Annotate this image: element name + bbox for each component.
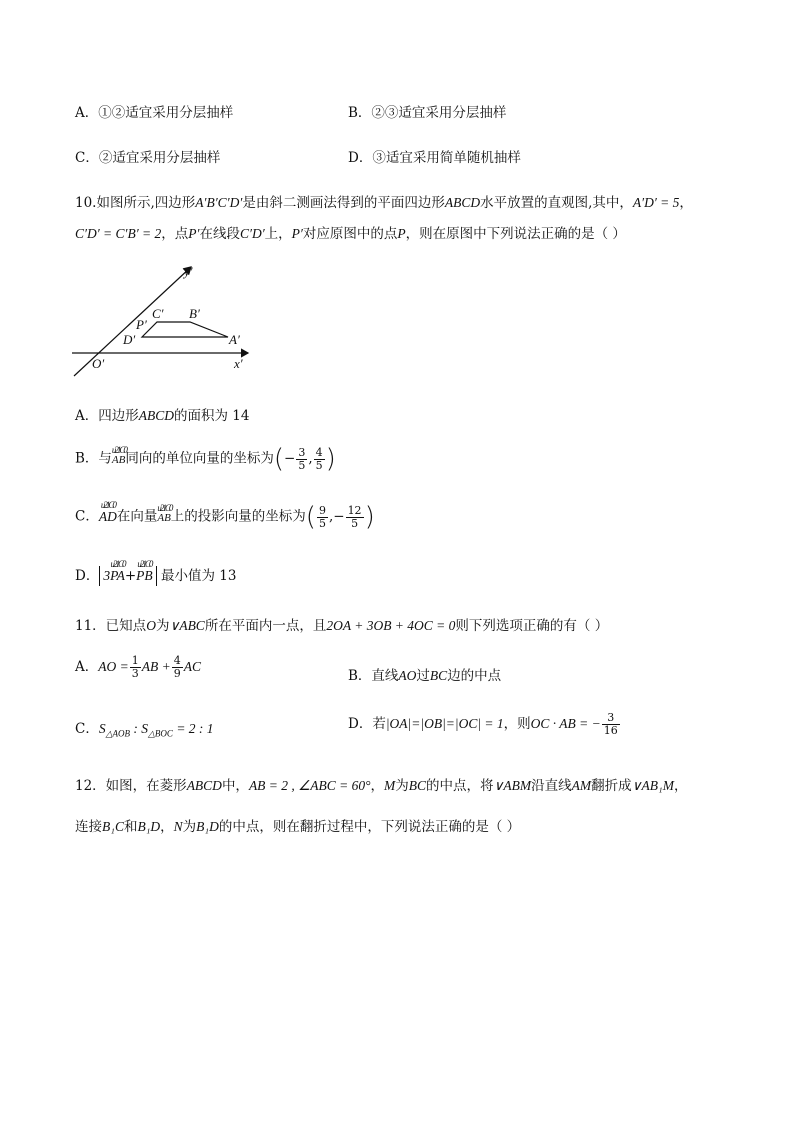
q11-option-a: A．AO = $\frac{1}{3}$ AB + $\frac{4}{9}$ AC bbox=[75, 654, 201, 680]
label-y-axis: y′ bbox=[184, 264, 193, 279]
q10-option-a: A．四边形ABCD的面积为 14 bbox=[75, 408, 250, 424]
label-c: C′ bbox=[152, 306, 164, 321]
label-d: D′ bbox=[123, 332, 136, 347]
q10-stem-line2: C′D′ = C′B′ = 2，点P′在线段C′D′上，P′对应原图中的点P，则在原图中下列说法正确的是（ ） bbox=[75, 226, 626, 242]
q11-option-d: D．若|OA|=|OB|=|OC| = 1，则OC · AB = − $\frac{3}{16}$ bbox=[348, 711, 618, 737]
label-b: B′ bbox=[189, 306, 200, 321]
label-x-axis: x′ bbox=[234, 356, 243, 371]
q10-option-b: B．与u21C0 AB同向的单位向量的坐标为(− $\frac{3}{5}$ , $\frac{4}{5}$ ) bbox=[75, 444, 336, 474]
label-origin: O′ bbox=[92, 356, 105, 371]
q11-option-c: C．$S_{\triangle AOB}$ : $S_{\triangle BOC} = 2$ : 1 bbox=[75, 721, 214, 739]
q10-option-c: C．u21C0 AD在向量u21C0 AB上的投影向量的坐标为( $\frac{9}{5}$ ,− $\frac{12}{5}$ ) bbox=[75, 502, 375, 532]
q12-stem-line1: 12．如图，在菱形ABCD中，AB = 2 , ∠ABC = 60°，M为BC的中点，将∨ABM沿直线AM翻折成∨AB₁M， bbox=[75, 778, 688, 794]
q11-option-b: B．直线AO过BC边的中点 bbox=[348, 668, 502, 684]
quadrilateral-abcd bbox=[142, 322, 228, 337]
label-a: A′ bbox=[229, 332, 240, 347]
q10-oblique-figure bbox=[68, 262, 258, 380]
q10-option-d: D． 3u21C0 PA+u21C0 PB 最小值为 13 bbox=[75, 564, 236, 584]
q12-stem-line2: 连接B₁C和B₁D，N为B₁D的中点，则在翻折过程中，下列说法正确的是（ ） bbox=[75, 819, 521, 835]
q9-option-a: A．①②适宜采用分层抽样 bbox=[75, 105, 234, 121]
q9-option-c: C．②适宜采用分层抽样 bbox=[75, 150, 221, 166]
q9-option-b: B．②③适宜采用分层抽样 bbox=[348, 105, 507, 121]
q10-stem-line1: 10.如图所示,四边形A′B′C′D′是由斜二测画法得到的平面四边形ABCD水平放置的直观图,其中，A′D′ = 5， bbox=[75, 195, 693, 211]
label-p: P′ bbox=[136, 317, 147, 332]
q9-option-d: D．③适宜采用简单随机抽样 bbox=[348, 150, 521, 166]
q11-stem: 11．已知点O为∨ABC所在平面内一点，且2OA + 3OB + 4OC = 0则下列选项正确的有（ ） bbox=[75, 618, 609, 634]
